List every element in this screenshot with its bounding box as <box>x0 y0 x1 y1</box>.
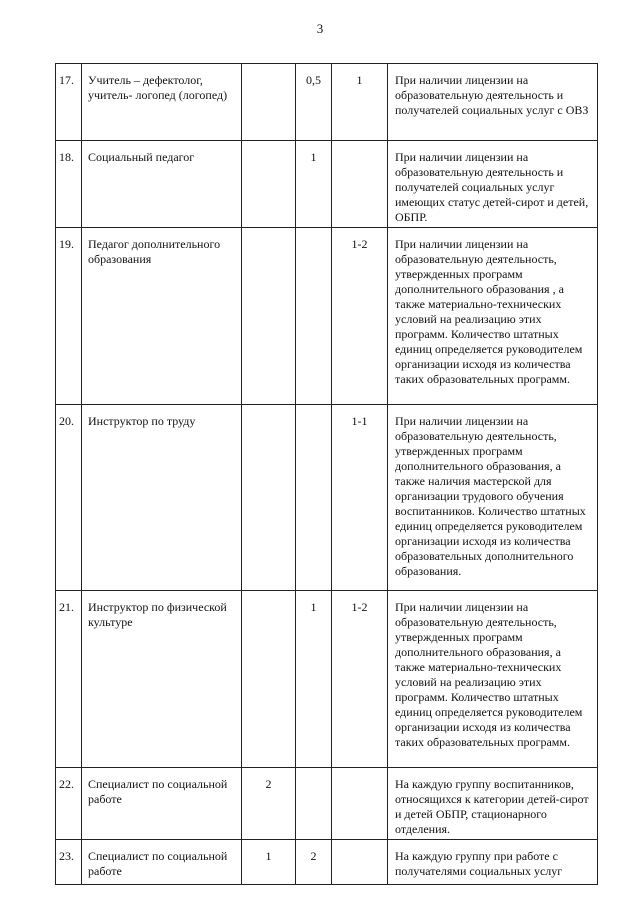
row-number: 22. <box>56 768 82 840</box>
row-number: 23. <box>56 840 82 885</box>
position-name: Инструктор по физической культуре <box>82 591 242 768</box>
staffing-table <box>55 63 598 885</box>
staff-count-c: 1 <box>332 64 388 141</box>
staff-count-b: 2 <box>296 840 332 885</box>
note: На каждую группу при работе с получателями социальных услуг <box>388 840 598 885</box>
staff-count-c <box>332 768 388 840</box>
table-row <box>56 141 598 228</box>
staff-count-b <box>296 405 332 591</box>
staff-count-a <box>242 228 296 405</box>
position-name: Специалист по социальной работе <box>82 768 242 840</box>
table-row <box>56 840 598 885</box>
staff-count-a <box>242 141 296 228</box>
staff-count-a: 2 <box>242 768 296 840</box>
position-name: Специалист по социальной работе <box>82 840 242 885</box>
row-number: 17. <box>56 64 82 141</box>
table-row <box>56 228 598 405</box>
note: При наличии лицензии на образовательную деятельность, утвержденных программ дополнительного образования, а также материально-технических условий на реализацию этих программ. Количество штатных единиц определяется руководителем организации исходя из количества таких образовательных программ. <box>388 591 598 768</box>
table-row <box>56 405 598 591</box>
row-number: 18. <box>56 141 82 228</box>
note: На каждую группу воспитанников, относящихся к категории детей-сирот и детей ОБПР, стационарного отделения. <box>388 768 598 840</box>
staff-count-b: 0,5 <box>296 64 332 141</box>
page-number: 3 <box>316 21 324 36</box>
note: При наличии лицензии на образовательную деятельность, утвержденных программ дополнительного образования, а также наличия мастерской для организации трудового обучения воспитанников. Количество штатных единиц определяется руководителем организации исходя из количества образовательных дополнительного образования. <box>388 405 598 591</box>
staff-count-a <box>242 64 296 141</box>
row-number: 20. <box>56 405 82 591</box>
staff-count-c: 1-2 <box>332 591 388 768</box>
staff-count-b <box>296 228 332 405</box>
note: При наличии лицензии на образовательную деятельность, утвержденных программ дополнительного образования , а также материально-технических условий на реализацию этих программ. Количество штатных единиц определяется руководителем организации исходя из количества таких образовательных программ. <box>388 228 598 405</box>
note: При наличии лицензии на образовательную деятельность и получателей социальных услуг имеющих статус детей-сирот и детей, ОБПР. <box>388 141 598 228</box>
table-row <box>56 768 598 840</box>
table-row <box>56 64 598 141</box>
note: При наличии лицензии на образовательную деятельность и получателей социальных услуг с ОВЗ <box>388 64 598 141</box>
position-name: Педагог дополнительного образования <box>82 228 242 405</box>
staff-count-b: 1 <box>296 141 332 228</box>
row-number: 21. <box>56 591 82 768</box>
staff-count-c <box>332 141 388 228</box>
staff-count-c: 1-1 <box>332 405 388 591</box>
staff-count-a: 1 <box>242 840 296 885</box>
position-name: Инструктор по труду <box>82 405 242 591</box>
staff-count-b <box>296 768 332 840</box>
position-name: Учитель – дефектолог, учитель- логопед (логопед) <box>82 64 242 141</box>
staff-count-c <box>332 840 388 885</box>
staff-count-a <box>242 591 296 768</box>
position-name: Социальный педагог <box>82 141 242 228</box>
staff-count-b: 1 <box>296 591 332 768</box>
row-number: 19. <box>56 228 82 405</box>
table-row <box>56 591 598 768</box>
staff-count-c: 1-2 <box>332 228 388 405</box>
staff-count-a <box>242 405 296 591</box>
